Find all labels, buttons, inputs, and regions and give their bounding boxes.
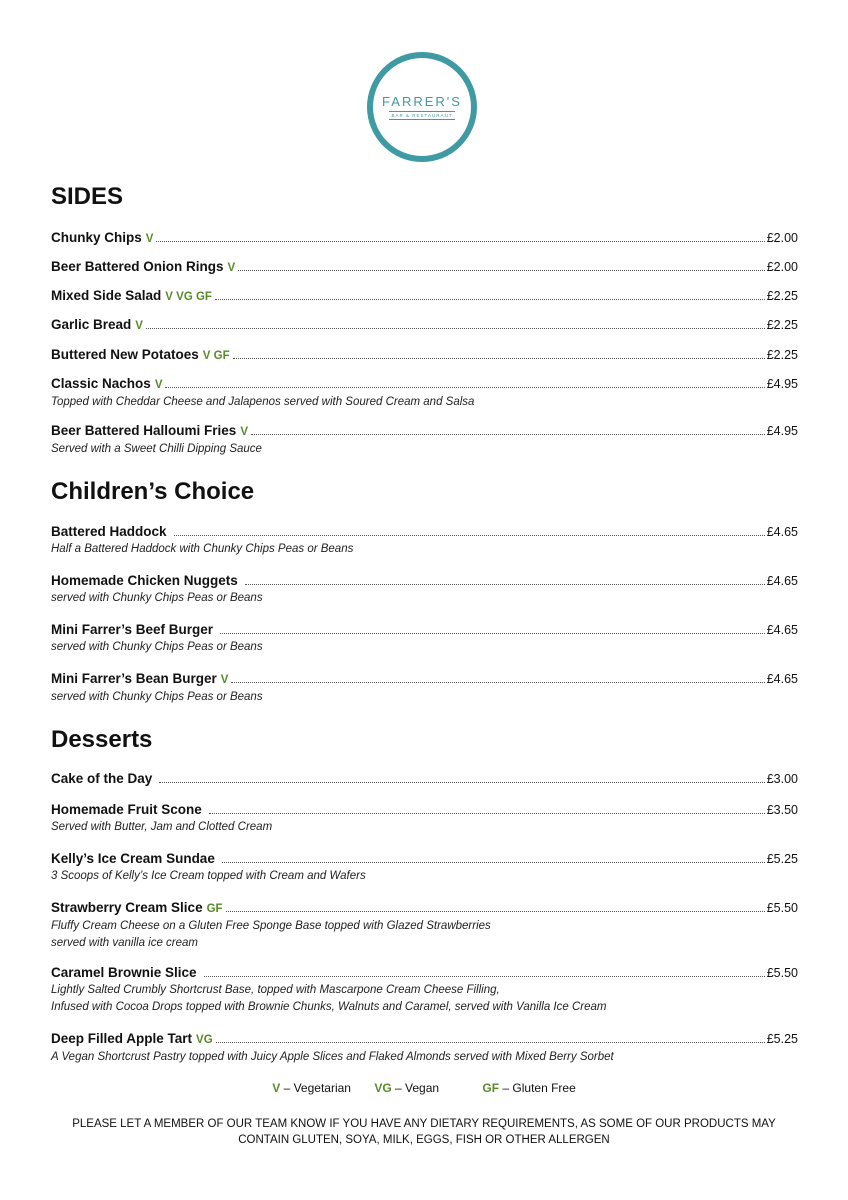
- legend-vegan-key: VG: [374, 1081, 392, 1095]
- item-name: Homemade Chicken Nuggets: [51, 573, 238, 588]
- item-price: £2.25: [766, 348, 798, 362]
- item-name: Buttered New Potatoes: [51, 347, 199, 362]
- legend-gluten-free-key: GF: [482, 1081, 500, 1095]
- item-price: £2.25: [766, 318, 798, 332]
- item-price: £3.00: [766, 772, 798, 786]
- restaurant-logo: [367, 52, 477, 162]
- item-price: £4.95: [766, 377, 798, 391]
- dot-leader: [220, 633, 765, 634]
- item-price: £4.65: [766, 623, 798, 637]
- menu-item-chunky-chips: [51, 229, 798, 248]
- item-description: Served with Butter, Jam and Clotted Cream: [51, 821, 273, 833]
- item-description-line-2: served with vanilla ice cream: [51, 937, 199, 949]
- allergen-notice: [40, 1116, 808, 1148]
- menu-item-chicken-nuggets: [51, 572, 798, 607]
- logo-subtitle: BAR & RESTAURANT: [389, 111, 456, 120]
- item-description-line-2: Infused with Cocoa Drops topped with Brownie Chunks, Walnuts and Caramel, served with Vanilla Ice Cream: [51, 1001, 607, 1013]
- item-name: Classic Nachos: [51, 376, 151, 391]
- logo-name: FARRER'S: [382, 94, 462, 109]
- menu-item-caramel-brownie-slice: [51, 964, 798, 1016]
- item-name: Beer Battered Onion Rings: [51, 259, 224, 274]
- item-name: Caramel Brownie Slice: [51, 965, 197, 980]
- dot-leader: [165, 387, 764, 388]
- menu-item-apple-tart: [51, 1030, 798, 1066]
- dot-leader: [233, 358, 765, 359]
- dot-leader: [251, 434, 765, 435]
- legend-vegetarian-label: – Vegetarian: [280, 1081, 351, 1095]
- item-price: £4.65: [766, 574, 798, 588]
- dot-leader: [204, 976, 765, 977]
- dot-leader: [226, 911, 765, 912]
- dot-leader: [216, 1042, 765, 1043]
- dot-leader: [215, 299, 765, 300]
- item-description: served with Chunky Chips Peas or Beans: [51, 691, 263, 703]
- item-price: £5.50: [766, 901, 798, 915]
- item-tags: V: [145, 233, 154, 245]
- item-description: Served with a Sweet Chilli Dipping Sauce: [51, 443, 262, 455]
- section-title-desserts: Desserts: [51, 726, 153, 753]
- item-name: Deep Filled Apple Tart: [51, 1031, 193, 1046]
- item-name: Kelly’s Ice Cream Sundae: [51, 851, 215, 866]
- item-price: £5.25: [766, 1032, 798, 1046]
- item-price: £2.00: [766, 231, 798, 245]
- item-price: £4.95: [766, 424, 798, 438]
- item-price: £5.25: [766, 852, 798, 866]
- item-price: £2.00: [766, 260, 798, 274]
- item-name: Homemade Fruit Scone: [51, 802, 202, 817]
- section-title-childrens-choice: Children’s Choice: [51, 478, 255, 505]
- item-price: £2.25: [766, 289, 798, 303]
- dot-leader: [174, 535, 765, 536]
- item-description: Fluffy Cream Cheese on a Gluten Free Sponge Base topped with Glazed Strawberries: [51, 920, 491, 932]
- item-price: £4.65: [766, 525, 798, 539]
- menu-item-cake-of-the-day: [51, 770, 798, 788]
- legend-vegetarian-key: V: [272, 1081, 281, 1095]
- section-title-sides: SIDES: [51, 183, 124, 210]
- item-name: Garlic Bread: [51, 317, 132, 332]
- menu-item-beef-burger: [51, 621, 798, 656]
- item-price: £5.50: [766, 966, 798, 980]
- legend-vegan-label: – Vegan: [391, 1081, 440, 1095]
- item-name: Strawberry Cream Slice: [51, 900, 203, 915]
- item-tags: V: [220, 674, 229, 686]
- item-name: Beer Battered Halloumi Fries: [51, 423, 237, 438]
- menu-item-side-salad: [51, 287, 798, 306]
- menu-item-garlic-bread: [51, 316, 798, 335]
- legend-gluten-free-label: – Gluten Free: [499, 1081, 576, 1095]
- dot-leader: [222, 862, 765, 863]
- item-name: Chunky Chips: [51, 230, 142, 245]
- item-description: Lightly Salted Crumbly Shortcrust Base, topped with Mascarpone Cream Cheese Filling,: [51, 984, 500, 996]
- menu-item-onion-rings: [51, 258, 798, 277]
- item-price: £3.50: [766, 803, 798, 817]
- item-name: Mini Farrer’s Bean Burger: [51, 671, 217, 686]
- item-tags: V: [227, 262, 236, 274]
- item-name: Mini Farrer’s Beef Burger: [51, 622, 214, 637]
- item-tags: V: [135, 320, 143, 332]
- dot-leader: [209, 813, 765, 814]
- dot-leader: [245, 584, 765, 585]
- menu-item-fruit-scone: [51, 801, 798, 836]
- menu-item-new-potatoes: [51, 346, 798, 365]
- item-description: served with Chunky Chips Peas or Beans: [51, 641, 263, 653]
- item-tags: GF: [206, 903, 223, 915]
- dot-leader: [231, 682, 764, 683]
- item-tags: V: [240, 426, 248, 438]
- menu-item-halloumi-fries: [51, 422, 798, 458]
- dietary-legend: [0, 1081, 848, 1095]
- item-tags: V VG GF: [165, 291, 212, 303]
- item-name: Battered Haddock: [51, 524, 167, 539]
- menu-item-strawberry-cream-slice: [51, 899, 798, 952]
- item-description: served with Chunky Chips Peas or Beans: [51, 592, 263, 604]
- item-tags: V GF: [202, 350, 230, 362]
- item-name: Cake of the Day: [51, 771, 153, 786]
- dot-leader: [159, 782, 764, 783]
- menu-item-bean-burger: [51, 670, 798, 706]
- logo-inner-circle: [373, 58, 471, 156]
- allergen-notice-line-2: CONTAIN GLUTEN, SOYA, MILK, EGGS, FISH OR OTHER ALLERGEN: [238, 1134, 610, 1146]
- menu-item-nachos: [51, 375, 798, 411]
- item-price: £4.65: [766, 672, 798, 686]
- item-description: Topped with Cheddar Cheese and Jalapenos served with Soured Cream and Salsa: [51, 396, 475, 408]
- item-description: A Vegan Shortcrust Pastry topped with Juicy Apple Slices and Flaked Almonds served with Mixed Berry Sorbet: [51, 1051, 614, 1063]
- item-description: Half a Battered Haddock with Chunky Chips Peas or Beans: [51, 543, 354, 555]
- item-name: Mixed Side Salad: [51, 288, 162, 303]
- item-tags: VG: [196, 1034, 213, 1046]
- item-tags: V: [154, 379, 163, 391]
- dot-leader: [146, 328, 765, 329]
- menu-item-battered-haddock: [51, 523, 798, 558]
- allergen-notice-line-1: PLEASE LET A MEMBER OF OUR TEAM KNOW IF YOU HAVE ANY DIETARY REQUIREMENTS, AS SOME OF OUR PRODUCTS MAY: [72, 1118, 776, 1130]
- dot-leader: [238, 270, 765, 271]
- menu-item-ice-cream-sundae: [51, 850, 798, 885]
- item-description: 3 Scoops of Kelly’s Ice Cream topped with Cream and Wafers: [51, 870, 366, 882]
- dot-leader: [156, 241, 764, 242]
